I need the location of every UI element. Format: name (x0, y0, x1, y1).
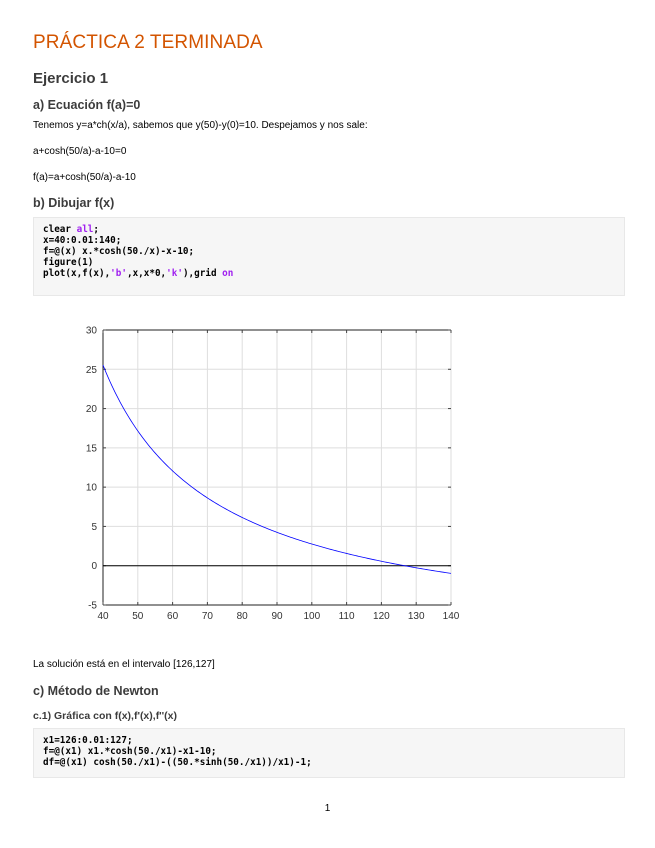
x-tick-label: 120 (373, 611, 390, 622)
code-token: x1=126:0.01:127; (43, 735, 133, 746)
code-token: ,x,x*0, (126, 268, 167, 279)
y-tick-label: 25 (85, 364, 97, 376)
code-line (43, 224, 624, 235)
y-tick-label: -5 (88, 600, 97, 612)
section-a-text-2: a+cosh(50/a)-a-10=0 (33, 146, 127, 157)
code-token: f=@(x) x.*cosh(50./x)-x-10; (43, 246, 195, 257)
section-a-text-3: f(a)=a+cosh(50/a)-a-10 (33, 172, 136, 183)
code-token: f=@(x1) x1.*cosh(50./x1)-x1-10; (43, 746, 217, 757)
x-tick-label: 40 (97, 611, 109, 622)
x-tick-label: 50 (132, 611, 144, 622)
grid-lines (103, 330, 451, 605)
section-c1-heading: c.1) Gráfica con f(x),f'(x),f''(x) (33, 710, 178, 722)
y-tick-label: 20 (85, 404, 97, 416)
x-tick-label: 110 (338, 611, 355, 622)
code-token: plot(x,f(x), (43, 268, 111, 279)
x-tick-label: 80 (236, 611, 248, 622)
code-line (43, 257, 624, 268)
code-token: ; (93, 224, 99, 235)
code-line (43, 757, 624, 768)
page-title: PRÁCTICA 2 TERMINADA (33, 32, 263, 53)
section-b-heading: b) Dibujar f(x) (33, 196, 115, 210)
x-tick-label: 100 (303, 611, 321, 622)
section-c-heading: c) Método de Newton (33, 684, 159, 698)
y-tick-labels (86, 326, 98, 612)
section-a-text-1: Tenemos y=a*ch(x/a), sabemos que y(50)-y(0)=10. Despejamos y nos sale: (33, 120, 368, 131)
code-token: on (222, 268, 234, 279)
page-number: 1 (324, 803, 331, 814)
x-tick-label: 60 (167, 611, 179, 622)
solution-text: La solución está en el intervalo [126,127] (33, 659, 215, 670)
x-tick-label: 70 (201, 611, 213, 622)
x-tick-label: 90 (271, 611, 283, 622)
code-token: figure(1) (43, 257, 94, 268)
y-tick-label: 5 (91, 521, 97, 533)
y-tick-label: 0 (91, 561, 97, 573)
code-line (43, 246, 624, 257)
section-a-heading: a) Ecuación f(a)=0 (33, 98, 141, 112)
code-block-c (33, 728, 625, 778)
y-tick-label: 10 (85, 482, 97, 494)
code-token: clear (43, 224, 77, 235)
code-token: df=@(x1) cosh(50./x1)-((50.*sinh(50./x1))/x1)-1; (43, 757, 312, 768)
x-tick-labels (97, 611, 459, 622)
code-token: ),grid (182, 268, 223, 279)
code-token: 'b' (110, 268, 127, 279)
y-tick-label: 30 (85, 325, 97, 337)
plot-figure (76, 318, 476, 628)
y-tick-label: 15 (85, 443, 97, 455)
code-line (43, 235, 624, 246)
code-line (43, 735, 624, 746)
code-block-b (33, 217, 625, 296)
code-token: 'k' (166, 268, 183, 279)
code-token: all (76, 224, 94, 235)
code-line (43, 268, 624, 279)
x-tick-label: 140 (442, 611, 460, 622)
code-token: x=40:0.01:140; (43, 235, 122, 246)
x-tick-label: 130 (407, 611, 425, 622)
code-line (43, 746, 624, 757)
exercise-heading: Ejercicio 1 (33, 70, 109, 87)
